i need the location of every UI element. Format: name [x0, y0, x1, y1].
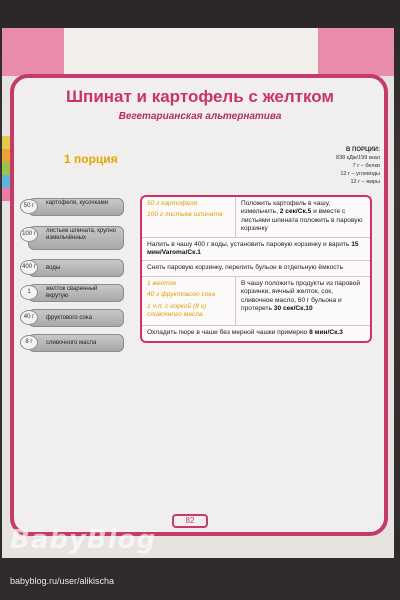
ingredient-name: желток сваренный вкрутую	[46, 286, 98, 299]
step-ingredients	[142, 197, 236, 237]
ingredient-qty: 400 г	[20, 260, 38, 275]
portion-label: 1 порция	[64, 152, 118, 166]
step-row	[142, 326, 370, 340]
ingredient-qty: 50 г	[20, 199, 38, 214]
step-ingredient: 100 г листьев шпината	[147, 211, 223, 219]
step-instruction: В чашу положить продукты из паровой корзинки, яичный желток, сок, сливочное масло, 60 г бульона и протереть 30 сек/Ск.10	[241, 279, 361, 313]
step-ingredients	[142, 277, 236, 326]
ingredient-name: фруктового сока	[46, 315, 92, 321]
nutrition-line: 838 кДж/199 ккал	[336, 155, 380, 161]
steps-table	[140, 195, 372, 343]
step-instruction: Снять паровую корзинку, перелить бульон в отдельную ёмкость	[147, 264, 343, 272]
ingredient-name: листьев шпината, крупно измельчённых	[46, 228, 116, 241]
watermark-url: babyblog.ru/user/alikischa	[10, 576, 115, 586]
step-row	[142, 238, 370, 262]
ingredient-item	[20, 309, 124, 327]
step-row	[142, 261, 370, 276]
side-color-tabs	[2, 136, 10, 201]
ingredient-qty: 1	[20, 285, 38, 300]
ingredient-name: картофеля, кусочками	[46, 200, 109, 206]
step-ingredient: 50 г картофеля	[147, 200, 198, 207]
ingredient-item	[20, 226, 124, 250]
nutrition-line: 12 г – жиры	[350, 179, 380, 185]
ingredient-qty: 40 г	[20, 310, 38, 325]
ingredient-item	[20, 259, 124, 277]
step-ingredient: 1 ч.л. с горкой (8 г) сливочного масла	[147, 302, 207, 319]
page-number: 82	[172, 514, 208, 528]
nutrition-line: 7 г – белки	[352, 163, 380, 169]
nutrition-info	[336, 146, 380, 186]
recipe-title: Шпинат и картофель с желтком	[65, 87, 335, 106]
step-row	[142, 277, 370, 327]
step-instruction: Охладить пюре в чаше без мерной чашки примерно 8 мин/Ск.3	[147, 329, 343, 337]
ingredient-item	[20, 198, 124, 216]
ingredient-qty: 100 г	[20, 227, 38, 242]
step-ingredient: 40 г фруктового сока	[147, 291, 216, 299]
pink-header-right	[318, 28, 394, 76]
step-instruction: Налить в чашу 400 г воды, установить паровую корзинку и варить 15 мин/Varoma/Ск.1	[147, 240, 359, 257]
step-instruction: Положить картофель в чашу, измельчить, 2 сек/Ск.5 и вместе с листьями шпината положить в паровую корзинку	[241, 200, 363, 233]
header-strip	[64, 28, 318, 76]
ingredient-name: сливочного масла	[46, 340, 97, 346]
step-row	[142, 197, 370, 238]
ingredient-item	[20, 334, 124, 352]
ingredient-qty: 8 г	[20, 335, 38, 350]
recipe-subtitle: Вегетарианская альтернатива	[118, 111, 282, 122]
ingredient-name: воды	[46, 265, 61, 271]
nutrition-line: 12 г – углеводы	[340, 171, 380, 177]
nutrition-header: В ПОРЦИИ:	[346, 147, 380, 153]
step-ingredient: 1 желток	[147, 279, 177, 287]
pink-header-left	[2, 28, 64, 76]
ingredient-item	[20, 284, 124, 302]
watermark-logo: BabyBlog	[10, 525, 157, 555]
